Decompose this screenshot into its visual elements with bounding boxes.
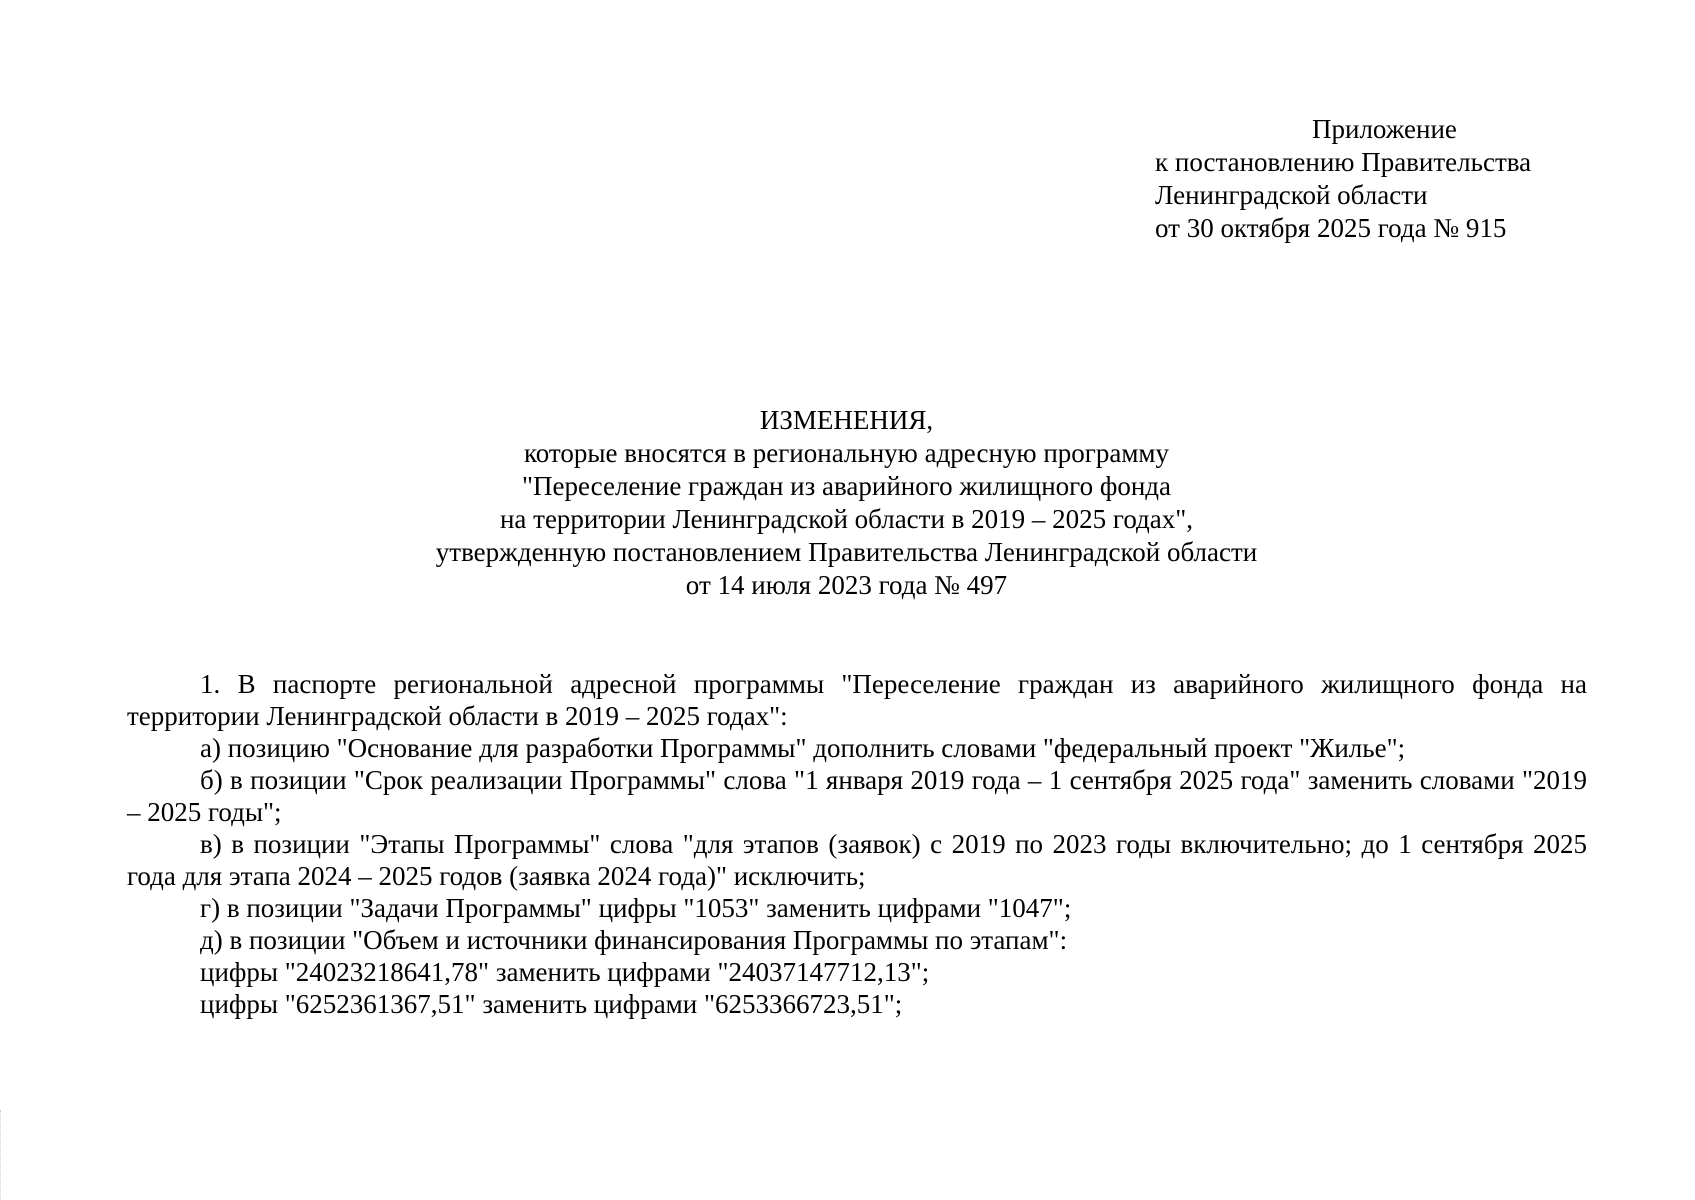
title-line: утвержденную постановлением Правительства Ленинградской области (435, 537, 1258, 567)
appendix-reference (1155, 113, 1575, 245)
paragraph-1: 1. В паспорте региональной адресной программы "Переселение граждан из аварийного жилищного фонда на территории Ленинградской области в 2019 – 2025 годах": (127, 669, 1587, 731)
appendix-line: Ленинградской области (1155, 180, 1428, 210)
appendix-line: от 30 октября 2025 года № 915 (1155, 213, 1507, 243)
document-title (300, 404, 1393, 602)
scan-edge-mark (0, 1110, 5, 1200)
title-line: на территории Ленинградской области в 2019 – 2025 годах", (499, 504, 1194, 534)
appendix-line: к постановлению Правительства (1155, 147, 1532, 177)
appendix-line: Приложение (1312, 114, 1457, 144)
title-heading: ИЗМЕНЕНИЯ, (759, 405, 934, 435)
paragraph-v: в) в позиции "Этапы Программы" слова "для этапов (заявок) с 2019 по 2023 годы включительно; до 1 сентября 2025 года для этапа 2024 – 2025 годов (заявка 2024 года)" исключить; (127, 829, 1587, 891)
paragraph-g: г) в позиции "Задачи Программы" цифры "1053" заменить цифрами "1047"; (200, 893, 1072, 923)
document-body (127, 668, 1587, 1020)
title-line: которые вносятся в региональную адресную программу (523, 438, 1169, 468)
paragraph-d-item-1: цифры "24023218641,78" заменить цифрами "24037147712,13"; (200, 957, 930, 987)
paragraph-d-item-2: цифры "6252361367,51" заменить цифрами "6253366723,51"; (200, 989, 903, 1019)
paragraph-b: б) в позиции "Срок реализации Программы" слова "1 января 2019 года – 1 сентября 2025 года" заменить словами "2019 – 2025 годы"; (127, 765, 1587, 827)
paragraph-a: а) позицию "Основание для разработки Программы" дополнить словами "федеральный проект "Жилье"; (200, 733, 1406, 763)
paragraph-d: д) в позиции "Объем и источники финансирования Программы по этапам": (200, 925, 1068, 955)
title-line: от 14 июля 2023 года № 497 (685, 570, 1008, 600)
title-line: "Переселение граждан из аварийного жилищного фонда (522, 471, 1171, 501)
